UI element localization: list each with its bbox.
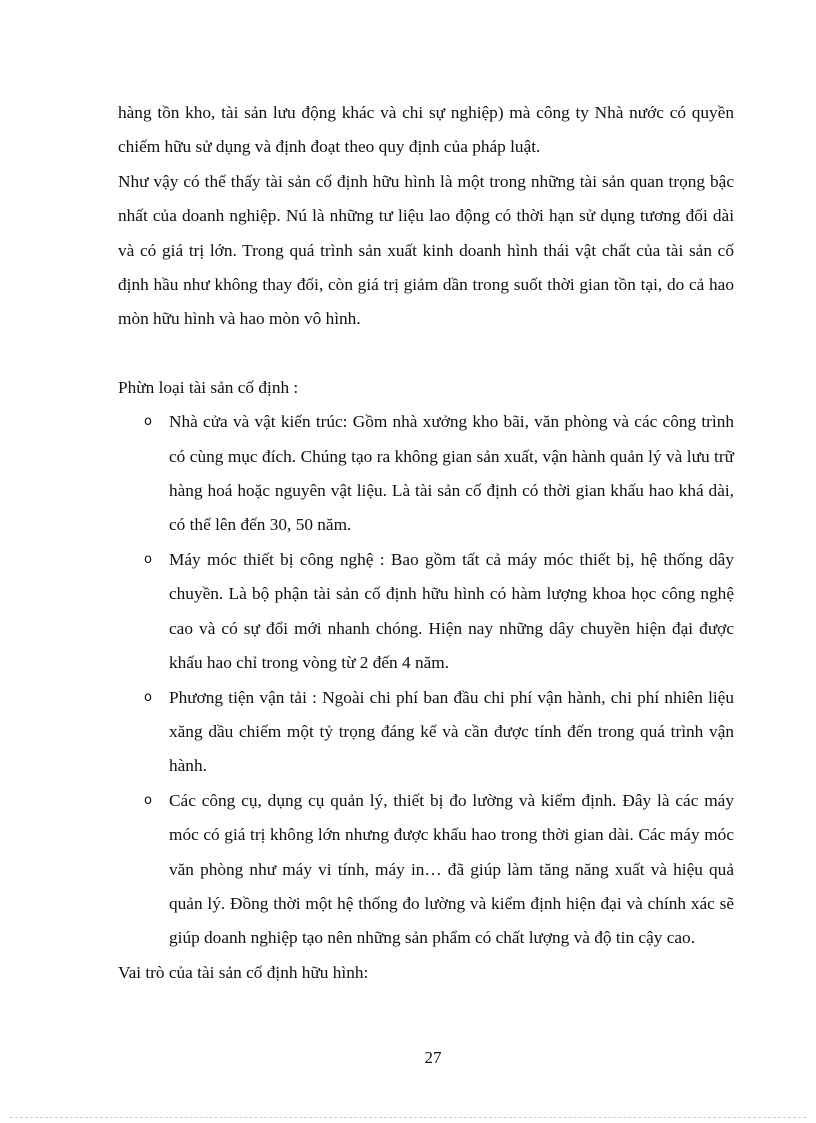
list-item-text: Các công cụ, dụng cụ quản lý, thiết bị đo lường và kiểm định. Đây là các máy móc có giá trị không lớn nhưng được khấu hao trong thời gian dài. Các máy móc văn phòng như máy vi tính, máy in… đã giúp làm tăng năng xuất và hiệu quả quản lý. Đồng thời một hệ thống đo lường và kiểm định hiện đại và chính xác sẽ giúp doanh nghiệp tạo nên những sản phẩm có chất lượng và độ tin cậy cao. (169, 790, 734, 948)
list-item (118, 784, 734, 956)
classification-list (118, 405, 734, 956)
page-bottom-divider (10, 1117, 806, 1118)
list-item-text: Phương tiện vận tải : Ngoài chi phí ban đầu chi phí vận hành, chi phí nhiên liệu xăng dầu chiếm một tỷ trọng đáng kể và cần được tính đến trong quá trình vận hành. (169, 687, 734, 776)
list-item (118, 405, 734, 543)
bullet-circle-icon: o (144, 792, 152, 808)
paragraph-spacer (118, 337, 734, 371)
bullet-circle-icon: o (144, 551, 152, 567)
paragraph-2: Như vậy có thể thấy tài sản cố định hữu hình là một trong những tài sản quan trọng bậc nhất của doanh nghiệp. Nú là những tư liệu lao động có thời hạn sử dụng tương đối dài và có giá trị lớn. Trong quá trình sản xuất kinh doanh hình thái vật chất của tài sản cố định hầu như không thay đổi, còn giá trị giảm dần trong suốt thời gian tồn tại, do cả hao mòn hữu hình và hao mòn vô hình. (118, 171, 734, 329)
bullet-circle-icon: o (144, 689, 152, 705)
bullet-circle-icon: o (144, 414, 152, 430)
list-item-text: Máy móc thiết bị công nghệ : Bao gồm tất cả máy móc thiết bị, hệ thống dây chuyền. Là bộ phận tài sản cố định hữu hình có hàm lượng khoa học công nghệ cao và có sự đổi mới nhanh chóng. Hiện nay những dây chuyền hiện đại được khấu hao chỉ trong vòng từ 2 đến 4 năm. (169, 549, 734, 673)
body-text (118, 96, 734, 990)
paragraph-1: hàng tồn kho, tài sản lưu động khác và chi sự nghiệp) mà công ty Nhà nước có quyền chiếm hữu sử dụng và định đoạt theo quy định của pháp luật. (118, 103, 734, 157)
classification-heading: Phừn loại tài sản cố định : (118, 377, 299, 397)
list-item (118, 681, 734, 784)
role-heading: Vai trò của tài sản cố định hữu hình: (118, 962, 369, 982)
page-number: 27 (424, 1048, 442, 1067)
list-item (118, 543, 734, 681)
list-item-text: Nhà cửa và vật kiến trúc: Gồm nhà xưởng kho bãi, văn phòng và các công trình có cùng mục đích. Chúng tạo ra không gian sản xuất, vận hành quản lý và lưu trữ hàng hoá hoặc nguyên vật liệu. Là tài sản cố định có thời gian khấu hao khá dài, có thể lên đến 30, 50 năm. (169, 412, 734, 535)
